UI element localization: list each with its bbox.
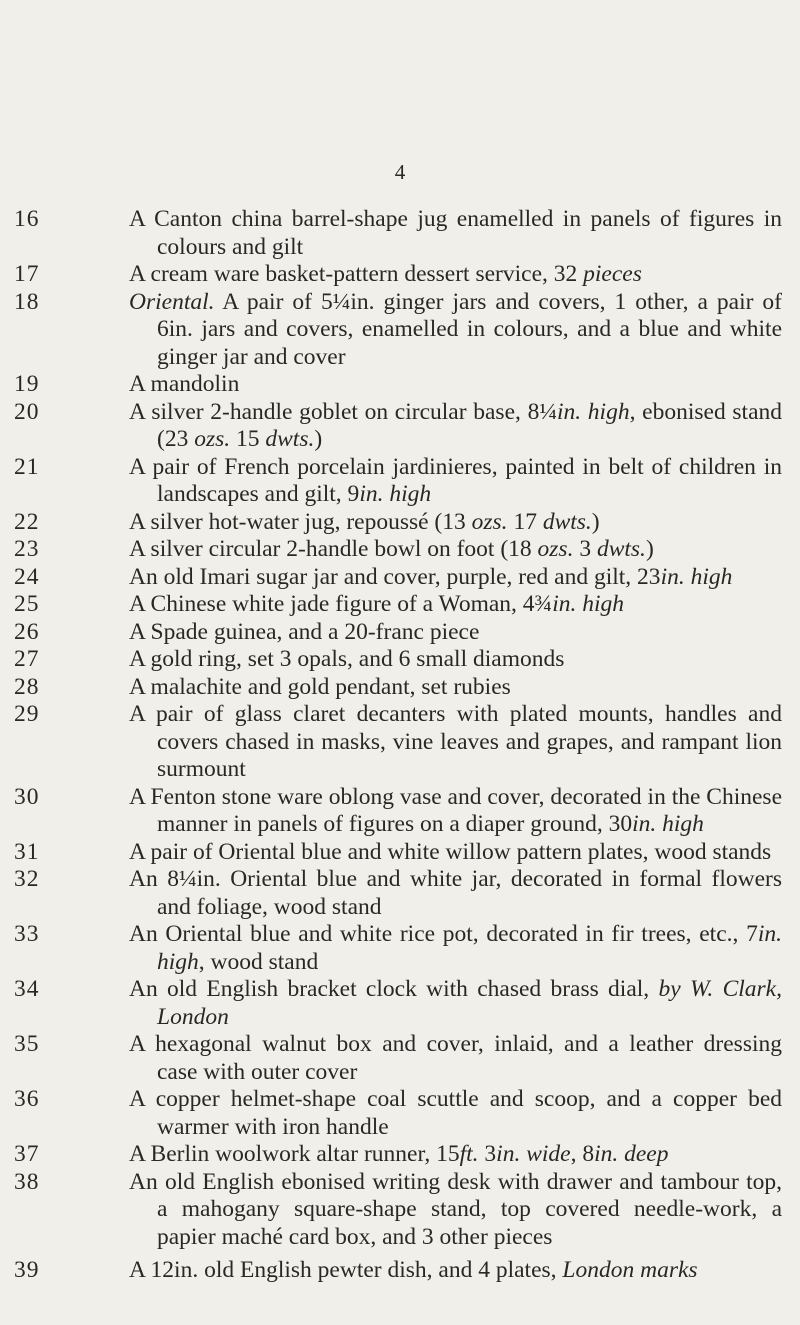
lot-description	[129, 399, 782, 454]
lot-item	[0, 591, 800, 619]
lot-description	[129, 839, 782, 867]
lot-description	[129, 591, 782, 619]
lot-description-text: A Canton china barrel-shape jug enamelled in panels of figures in colours and gilt	[129, 206, 782, 260]
lot-description-italic: in. high	[359, 481, 432, 507]
lot-description	[129, 976, 782, 1031]
lot-number: 16	[14, 206, 40, 232]
lot-item	[0, 289, 800, 372]
lot-description	[129, 1169, 782, 1252]
lot-number: 24	[14, 563, 40, 590]
lot-description-text: A hexagonal walnut box and cover, inlaid, and a leather dressing case with outer cover	[129, 1031, 782, 1085]
lot-description-text: , wood stand	[198, 948, 319, 975]
lot-description	[129, 454, 782, 509]
lot-description-italic: London marks	[562, 1257, 698, 1283]
lot-description-text: )	[591, 508, 600, 535]
lot-description-italic: ozs.	[194, 426, 231, 452]
lot-description	[129, 1031, 782, 1086]
lot-description	[129, 866, 782, 921]
lot-number: 27	[14, 646, 40, 672]
lot-item	[0, 866, 800, 921]
lot-description-text: An old English bracket clock with chased brass dial,	[129, 976, 659, 1002]
lot-description-text: A Spade guinea, and a 20-franc piece	[129, 618, 480, 645]
lot-description-italic: ft.	[459, 1141, 479, 1167]
lot-description-text: , ebonised stand (23	[157, 398, 782, 452]
lot-description	[129, 536, 782, 564]
lot-description-italic: in. deep	[594, 1141, 669, 1167]
lot-number: 34	[14, 976, 40, 1002]
lot-description	[129, 784, 782, 839]
lot-description-italic: dwts.	[596, 536, 646, 562]
lot-description-text: 3	[573, 536, 597, 562]
lot-item	[0, 1257, 800, 1285]
lot-number: 28	[14, 673, 40, 700]
lot-item	[0, 454, 800, 509]
lot-description-text: A pair of glass claret decanters with plated mounts, handles and covers chased in masks, vine leaves and grapes, and rampant lion surmount	[129, 701, 782, 782]
lot-description	[129, 564, 782, 592]
lot-description-italic: by W. Clark, London	[157, 976, 782, 1030]
lot-number: 17	[14, 261, 40, 287]
lot-description-text: A malachite and gold pendant, set rubies	[129, 673, 511, 700]
lot-number: 37	[14, 1141, 40, 1167]
lot-item	[0, 564, 800, 592]
lot-description	[129, 261, 782, 289]
lot-number: 18	[14, 288, 40, 315]
lot-description	[129, 1141, 782, 1169]
lot-description-italic: dwts.	[265, 426, 315, 452]
lot-item	[0, 1141, 800, 1169]
lot-description-text: A Berlin woolwork altar runner, 15	[129, 1141, 460, 1167]
lot-item	[0, 1086, 800, 1141]
lot-number: 31	[14, 838, 40, 865]
lot-description-italic: Oriental.	[129, 288, 215, 315]
lot-description	[129, 619, 782, 647]
lot-number: 33	[14, 921, 40, 947]
lot-item	[0, 1169, 800, 1252]
lot-item	[0, 536, 800, 564]
lot-item	[0, 371, 800, 399]
lot-item	[0, 921, 800, 976]
lot-description-italic: ozs.	[471, 508, 508, 535]
lot-item	[0, 206, 800, 261]
lot-item	[0, 261, 800, 289]
page-number: 4	[394, 160, 406, 184]
lot-list	[0, 206, 800, 1285]
lot-description-text: A gold ring, set 3 opals, and 6 small diamonds	[129, 646, 565, 672]
lot-number: 21	[14, 453, 40, 480]
lot-item	[0, 1031, 800, 1086]
lot-description-text: )	[314, 426, 323, 452]
lot-description-text: A silver 2-handle goblet on circular base, 8¼	[129, 398, 557, 425]
lot-description-text: An Oriental blue and white rice pot, decorated in fir trees, etc., 7	[129, 921, 758, 947]
lot-description	[129, 371, 782, 399]
lot-item	[0, 784, 800, 839]
lot-description-text: An old Imari sugar jar and cover, purple, red and gilt, 23	[129, 563, 661, 590]
lot-item	[0, 509, 800, 537]
lot-description-text: , 8	[570, 1141, 595, 1167]
lot-number: 35	[14, 1031, 40, 1057]
lot-description-italic: pieces	[583, 261, 642, 287]
lot-description-text: 15	[230, 426, 266, 452]
lot-description-text: 17	[507, 508, 543, 535]
lot-number: 26	[14, 618, 40, 645]
lot-description	[129, 674, 782, 702]
lot-description-italic: ozs.	[537, 536, 574, 562]
lot-number: 36	[14, 1086, 40, 1112]
lot-description	[129, 701, 782, 784]
lot-description-text: A Chinese white jade figure of a Woman, 4¾	[129, 591, 553, 617]
lot-description-text: A silver circular 2-handle bowl on foot (18	[129, 536, 538, 562]
lot-description	[129, 509, 782, 537]
lot-number: 23	[14, 536, 40, 562]
lot-description-text: A mandolin	[129, 371, 240, 397]
lot-description	[129, 289, 782, 372]
lot-item	[0, 646, 800, 674]
lot-description	[129, 1086, 782, 1141]
lot-description-text: A pair of French porcelain jardinieres, painted in belt of children in landscapes and gilt, 9	[129, 453, 782, 507]
lot-description-text: A Fenton stone ware oblong vase and cover, decorated in the Chinese manner in panels of figures on a diaper ground, 30	[129, 783, 782, 837]
lot-description-text: An old English ebonised writing desk with drawer and tambour top, a mahogany square-shape stand, top covered needle-work, a papier maché card box, and 3 other pieces	[129, 1168, 782, 1250]
lot-number: 39	[14, 1257, 40, 1283]
lot-number: 25	[14, 591, 40, 617]
lot-item	[0, 674, 800, 702]
lot-description-text: A pair of 5¼in. ginger jars and covers, 1 other, a pair of 6in. jars and covers, enamelled in colours, and a blue and white ginger jar and cover	[157, 288, 782, 370]
lot-description-text: A silver hot-water jug, repoussé (13	[129, 508, 472, 535]
lot-description-text: 3	[478, 1141, 497, 1167]
lot-number: 30	[14, 783, 40, 810]
lot-description-text: A pair of Oriental blue and white willow pattern plates, wood stands	[129, 838, 772, 865]
lot-item	[0, 839, 800, 867]
lot-item	[0, 701, 800, 784]
lot-item	[0, 976, 800, 1031]
lot-description-italic: dwts.	[542, 508, 592, 535]
lot-description-text: )	[645, 536, 654, 562]
lot-number: 29	[14, 701, 40, 727]
lot-description-italic: in. wide	[496, 1141, 571, 1167]
lot-description-text: An 8¼in. Oriental blue and white jar, decorated in formal flowers and foliage, wood stand	[129, 866, 782, 920]
lot-description-italic: in. high	[632, 811, 704, 837]
lot-description-italic: in. high	[157, 921, 782, 975]
lot-description	[129, 206, 782, 261]
lot-item	[0, 619, 800, 647]
lot-description	[129, 646, 782, 674]
lot-description	[129, 1257, 782, 1285]
lot-number: 20	[14, 398, 40, 425]
lot-description-text: A cream ware basket-pattern dessert service, 32	[129, 261, 584, 287]
lot-number: 19	[14, 371, 40, 397]
lot-description-italic: in. high	[552, 591, 624, 617]
lot-number: 38	[14, 1168, 40, 1195]
lot-description-text: A 12in. old English pewter dish, and 4 plates,	[129, 1257, 563, 1283]
lot-description-text: A copper helmet-shape coal scuttle and scoop, and a copper bed warmer with iron handle	[129, 1086, 782, 1140]
lot-number: 22	[14, 508, 40, 535]
lot-item	[0, 399, 800, 454]
lot-description	[129, 921, 782, 976]
lot-description-italic: in. high	[556, 398, 630, 425]
lot-description-italic: in. high	[660, 563, 733, 590]
lot-number: 32	[14, 866, 40, 892]
